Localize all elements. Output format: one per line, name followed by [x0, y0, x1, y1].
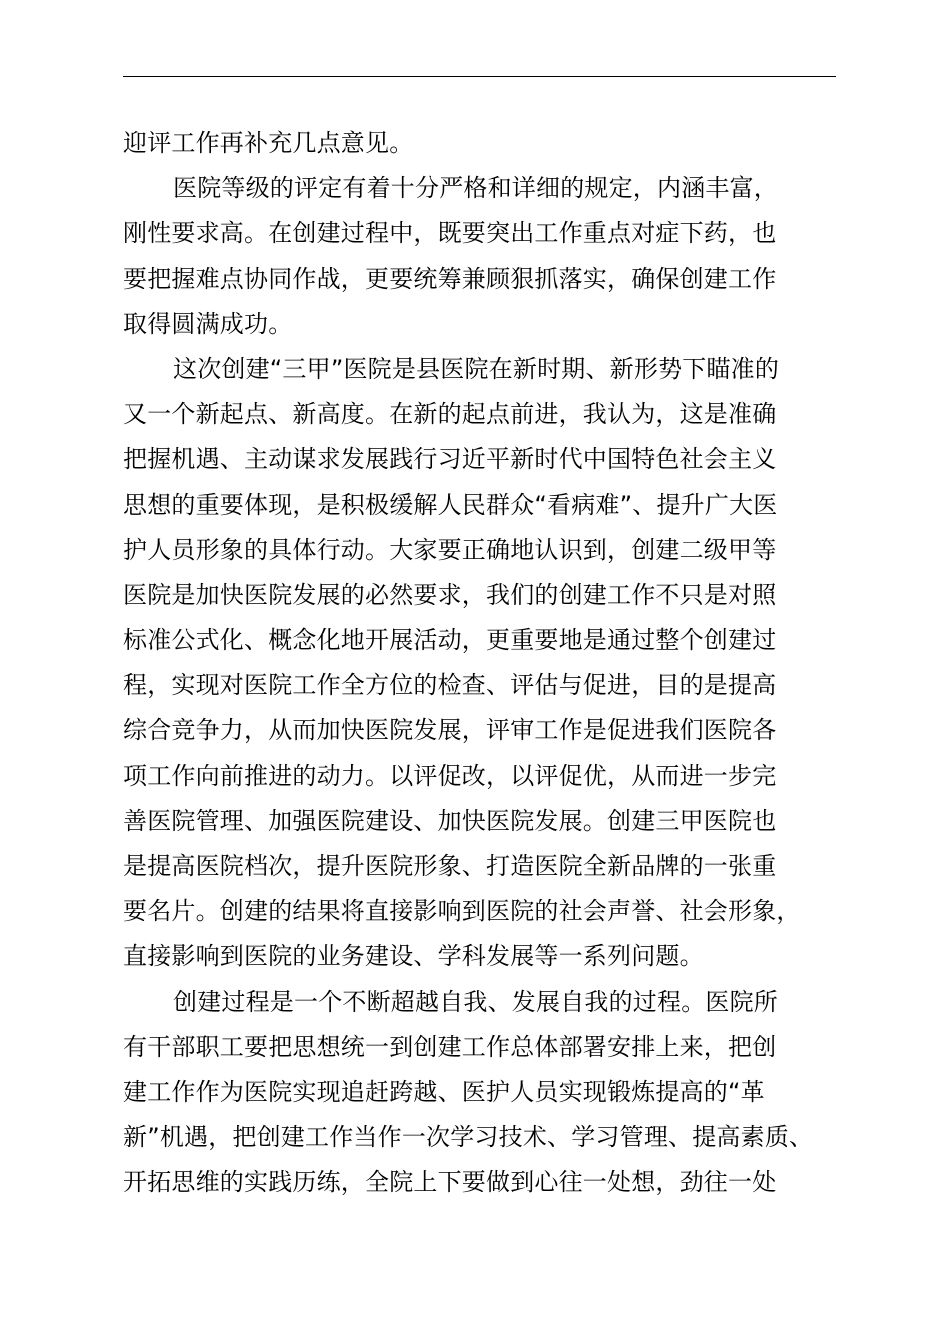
text-line: 要把握难点协同作战，更要统筹兼顾狠抓落实，确保创建工作 — [123, 264, 777, 293]
text-line: 开拓思维的实践历练，全院上下要做到心往一处想，劲往一处 — [123, 1168, 777, 1197]
header-rule — [123, 76, 836, 77]
text-line: 建工作作为医院实现追赶跨越、医护人员实现锻炼提高的“革 — [123, 1077, 765, 1106]
text-line: 直接影响到医院的业务建设、学科发展等一系列问题。 — [123, 942, 704, 971]
text-line: 是提高医院档次，提升医院形象、打造医院全新品牌的一张重 — [123, 852, 777, 880]
body-text — [123, 121, 863, 1206]
text-line: 取得圆满成功。 — [123, 309, 293, 338]
text-line: 这次创建“三甲”医院是县医院在新时期、新形势下瞄准的 — [173, 354, 780, 383]
text-line: 善医院管理、加强医院建设、加快医院发展。创建三甲医院也 — [123, 806, 777, 835]
text-line: 医院是加快医院发展的必然要求，我们的创建工作不只是对照 — [123, 580, 777, 609]
text-line: 又一个新起点、新高度。在新的起点前进，我认为，这是准确 — [123, 400, 777, 429]
text-line: 新”机遇，把创建工作当作一次学习技术、学习管理、提高素质、 — [123, 1123, 814, 1152]
text-line: 迎评工作再补充几点意见。 — [123, 129, 414, 157]
text-line: 思想的重要体现，是积极缓解人民群众“看病难”、提升广大医 — [123, 490, 778, 519]
text-line: 创建过程是一个不断超越自我、发展自我的过程。医院所 — [173, 987, 778, 1016]
text-line: 综合竞争力，从而加快医院发展，评审工作是促进我们医院各 — [123, 716, 777, 745]
text-line: 护人员形象的具体行动。大家要正确地认识到，创建二级甲等 — [123, 535, 777, 564]
text-line: 医院等级的评定有着十分严格和详细的规定，内涵丰富， — [173, 174, 778, 203]
text-line: 要名片。创建的结果将直接影响到医院的社会声誉、社会形象， — [123, 897, 801, 926]
text-line: 有干部职工要把思想统一到创建工作总体部署安排上来，把创 — [123, 1032, 777, 1061]
text-line: 标准公式化、概念化地开展活动，更重要地是通过整个创建过 — [123, 626, 777, 655]
text-line: 项工作向前推进的动力。以评促改，以评促优，从而进一步完 — [123, 761, 777, 790]
text-line: 刚性要求高。在创建过程中，既要突出工作重点对症下药，也 — [123, 219, 777, 248]
text-line: 把握机遇、主动谋求发展践行习近平新时代中国特色社会主义 — [123, 445, 777, 474]
text-line: 程，实现对医院工作全方位的检查、评估与促进，目的是提高 — [123, 671, 777, 700]
